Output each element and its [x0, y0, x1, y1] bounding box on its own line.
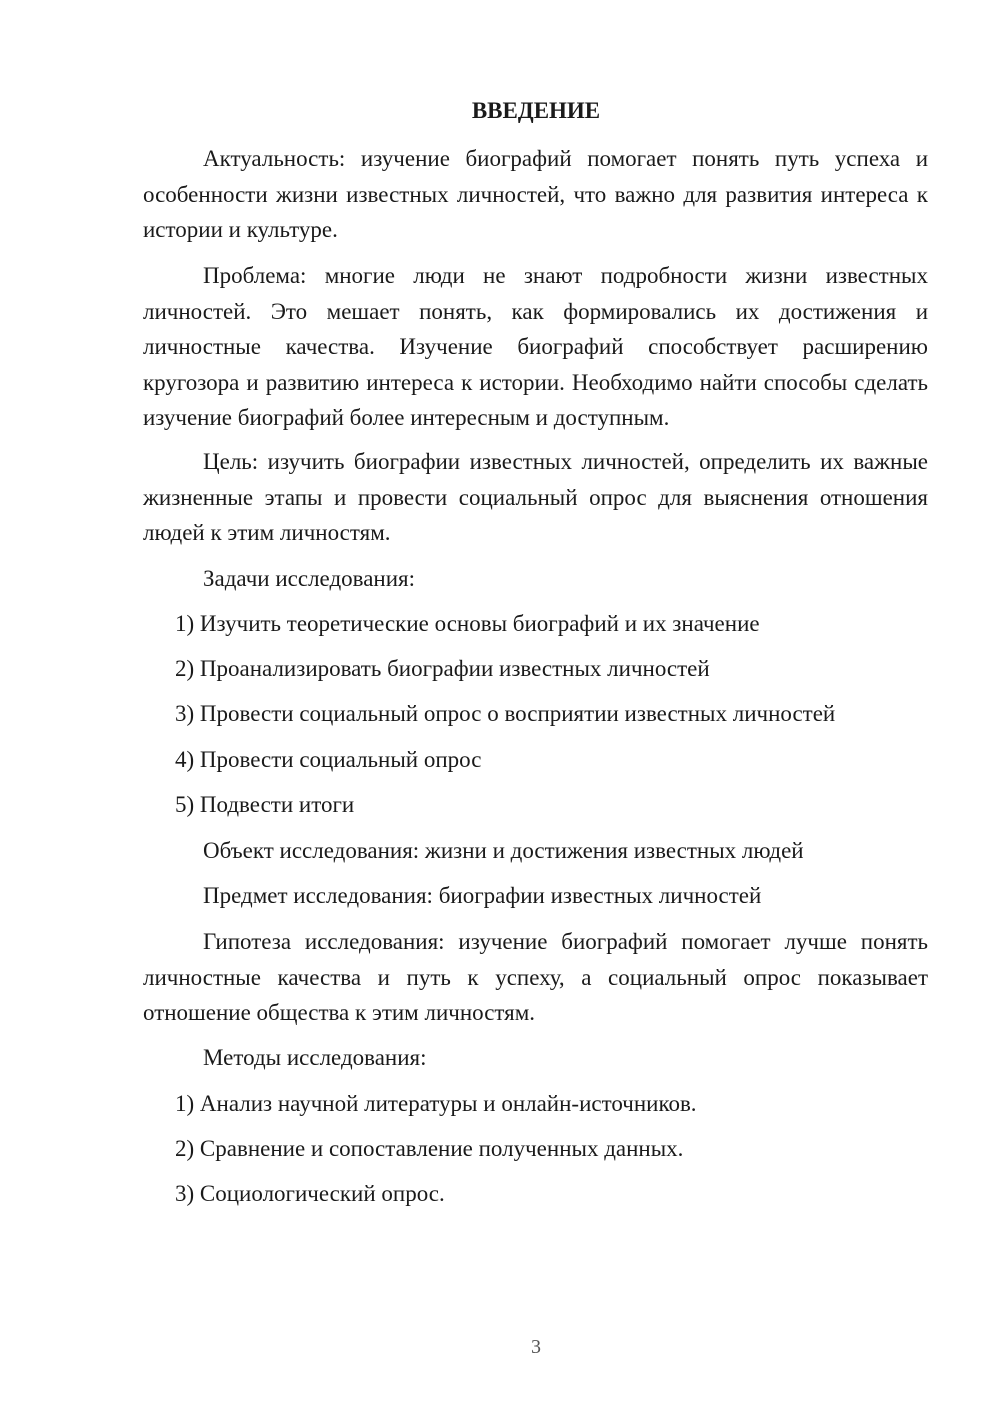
task-item: 5) Подвести итоги: [175, 792, 355, 817]
method-item: 2) Сравнение и сопоставление полученных данных.: [175, 1136, 684, 1161]
methods-heading: Методы исследования:: [203, 1045, 427, 1070]
page-number: 3: [531, 1336, 541, 1358]
relevance-paragraph: Актуальность: изучение биографий помогает понять путь успеха и особенности жизни известных личностей, что важно для развития интереса к истории и культуре.: [143, 146, 928, 242]
hypothesis-paragraph: Гипотеза исследования: изучение биографий помогает лучше понять личностные качества и путь к успеху, а социальный опрос показывает отношение общества к этим личностям.: [143, 929, 928, 1025]
research-object: Объект исследования: жизни и достижения известных людей: [203, 838, 804, 863]
task-item: 3) Провести социальный опрос о восприятии известных личностей: [175, 701, 836, 726]
task-item: 1) Изучить теоретические основы биографий и их значение: [175, 611, 760, 636]
method-item: 3) Социологический опрос.: [175, 1181, 445, 1206]
method-item: 1) Анализ научной литературы и онлайн-источников.: [175, 1091, 697, 1116]
page-title: ВВЕДЕНИЕ: [471, 98, 601, 123]
task-item: 2) Проанализировать биографии известных личностей: [175, 656, 710, 681]
research-subject: Предмет исследования: биографии известных личностей: [203, 883, 762, 908]
tasks-heading: Задачи исследования:: [203, 566, 416, 591]
task-item: 4) Провести социальный опрос: [175, 747, 482, 772]
goal-paragraph: Цель: изучить биографии известных личностей, определить их важные жизненные этапы и провести социальный опрос для выяснения отношения людей к этим личностям.: [143, 449, 928, 545]
problem-paragraph: Проблема: многие люди не знают подробности жизни известных личностей. Это мешает понять, как формировались их достижения и личностные качества. Изучение биографий способствует расширению кругозора и развитию интереса к истории. Необходимо найти способы сделать изучение биографий более интересным и доступным.: [143, 263, 928, 430]
